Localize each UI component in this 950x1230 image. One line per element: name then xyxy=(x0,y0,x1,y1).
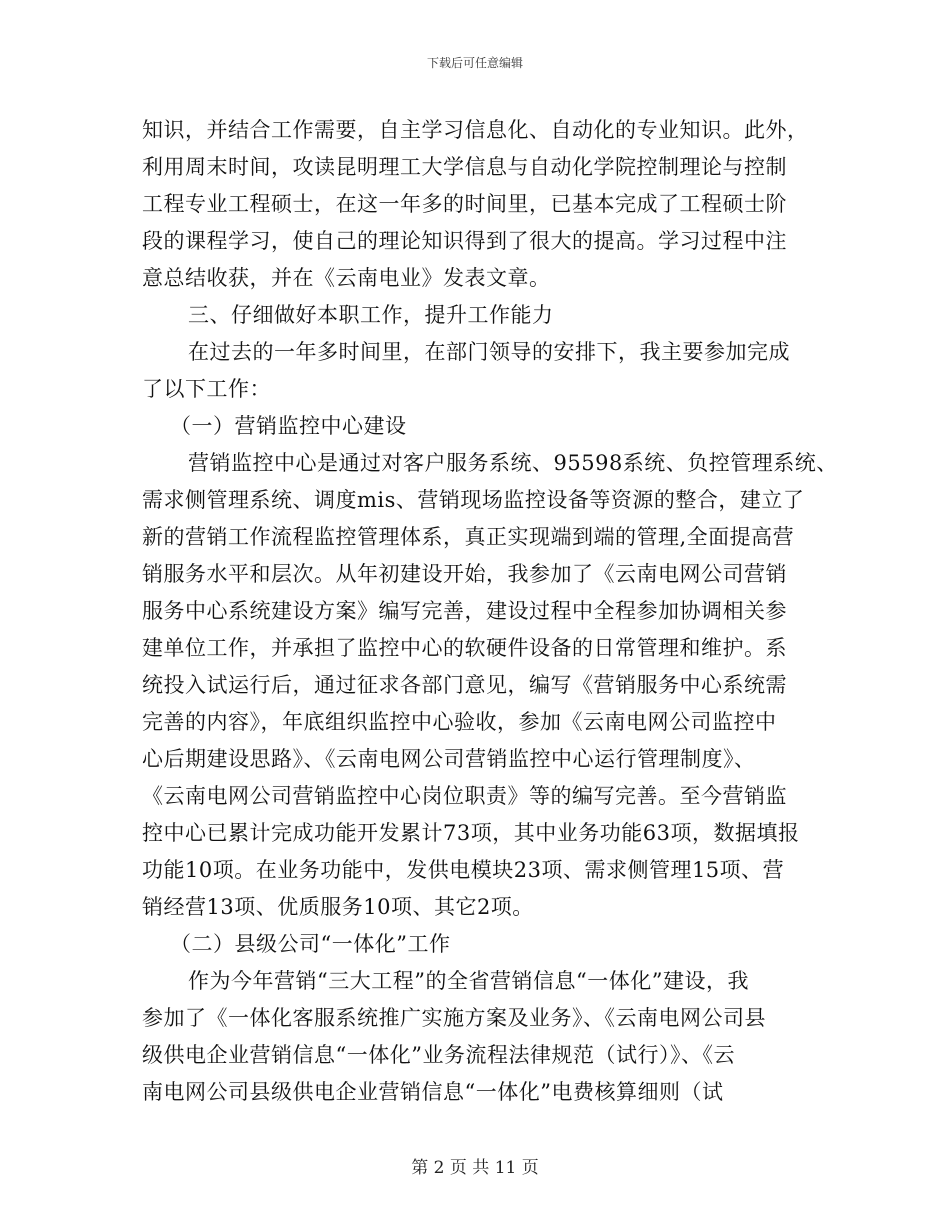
body-line: 级供电企业营销信息“一体化”业务流程法律规范（试行）》、《云 xyxy=(142,1043,735,1067)
body-line: 服务中心系统建设方案》编写完善，建设过程中全程参加协调相关参 xyxy=(142,599,787,623)
body-line: 利用周末时间，攻读昆明理工大学信息与自动化学院控制理论与控制 xyxy=(142,155,787,179)
body-line: 知识，并结合工作需要，自主学习信息化、自动化的专业知识。此外， xyxy=(142,118,809,142)
body-line: 意总结收获，并在《云南电业》发表文章。 xyxy=(142,266,551,290)
body-line: 功能10项。在业务功能中，发供电模块23项、需求侧管理15项、营 xyxy=(142,858,785,882)
subsection-heading: （一）营销监控中心建设 xyxy=(170,414,407,438)
body-line: 销经营13项、优质服务10项、其它2项。 xyxy=(142,895,534,919)
body-line: 作为今年营销“三大工程”的全省营销信息“一体化”建设，我 xyxy=(188,969,749,993)
body-line: 统投入试运行后，通过征求各部门意见，编写《营销服务中心系统需 xyxy=(142,673,787,697)
subsection-heading: （二）县级公司“一体化”工作 xyxy=(170,932,451,956)
body-line: 销服务水平和层次。从年初建设开始，我参加了《云南电网公司营销 xyxy=(142,562,787,586)
body-line: 工程专业工程硕士，在这一年多的时间里，已基本完成了工程硕士阶 xyxy=(142,192,787,216)
body-line: 完善的内容》，年底组织监控中心验收，参加《云南电网公司监控中 xyxy=(142,710,777,734)
body-line: 需求侧管理系统、调度mis、营销现场监控设备等资源的整合，建立了 xyxy=(142,488,805,512)
body-line: 控中心已累计完成功能开发累计73项，其中业务功能63项，数据填报 xyxy=(142,821,800,845)
body-line: 新的营销工作流程监控管理体系，真正实现端到端的管理,全面提高营 xyxy=(142,525,795,549)
body-line: 了以下工作： xyxy=(142,377,271,401)
body-line: 《云南电网公司营销监控中心岗位职责》等的编写完善。至今营销监 xyxy=(142,784,787,808)
body-line: 南电网公司县级供电企业营销信息“一体化”电费核算细则（试 xyxy=(142,1080,724,1104)
body-line: 段的课程学习，使自己的理论知识得到了很大的提高。学习过程中注 xyxy=(142,229,787,253)
body-line: 参加了《一体化客服系统推广实施方案及业务》、《云南电网公司县 xyxy=(142,1006,766,1030)
page-footer: 第 2 页 共 11 页 xyxy=(411,1158,539,1178)
body-line: 心后期建设思路》、《云南电网公司营销监控中心运行管理制度》、 xyxy=(142,747,756,771)
section-heading: 三、仔细做好本职工作，提升工作能力 xyxy=(188,303,554,327)
document-body xyxy=(142,112,838,1111)
page-header: 下载后可任意编辑 xyxy=(426,56,523,70)
body-line: 在过去的一年多时间里，在部门领导的安排下，我主要参加完成 xyxy=(188,340,790,364)
body-line: 建单位工作，并承担了监控中心的软硬件设备的日常管理和维护。系 xyxy=(142,636,787,660)
body-line: 营销监控中心是通过对客户服务系统、95598系统、负控管理系统、 xyxy=(188,451,838,475)
